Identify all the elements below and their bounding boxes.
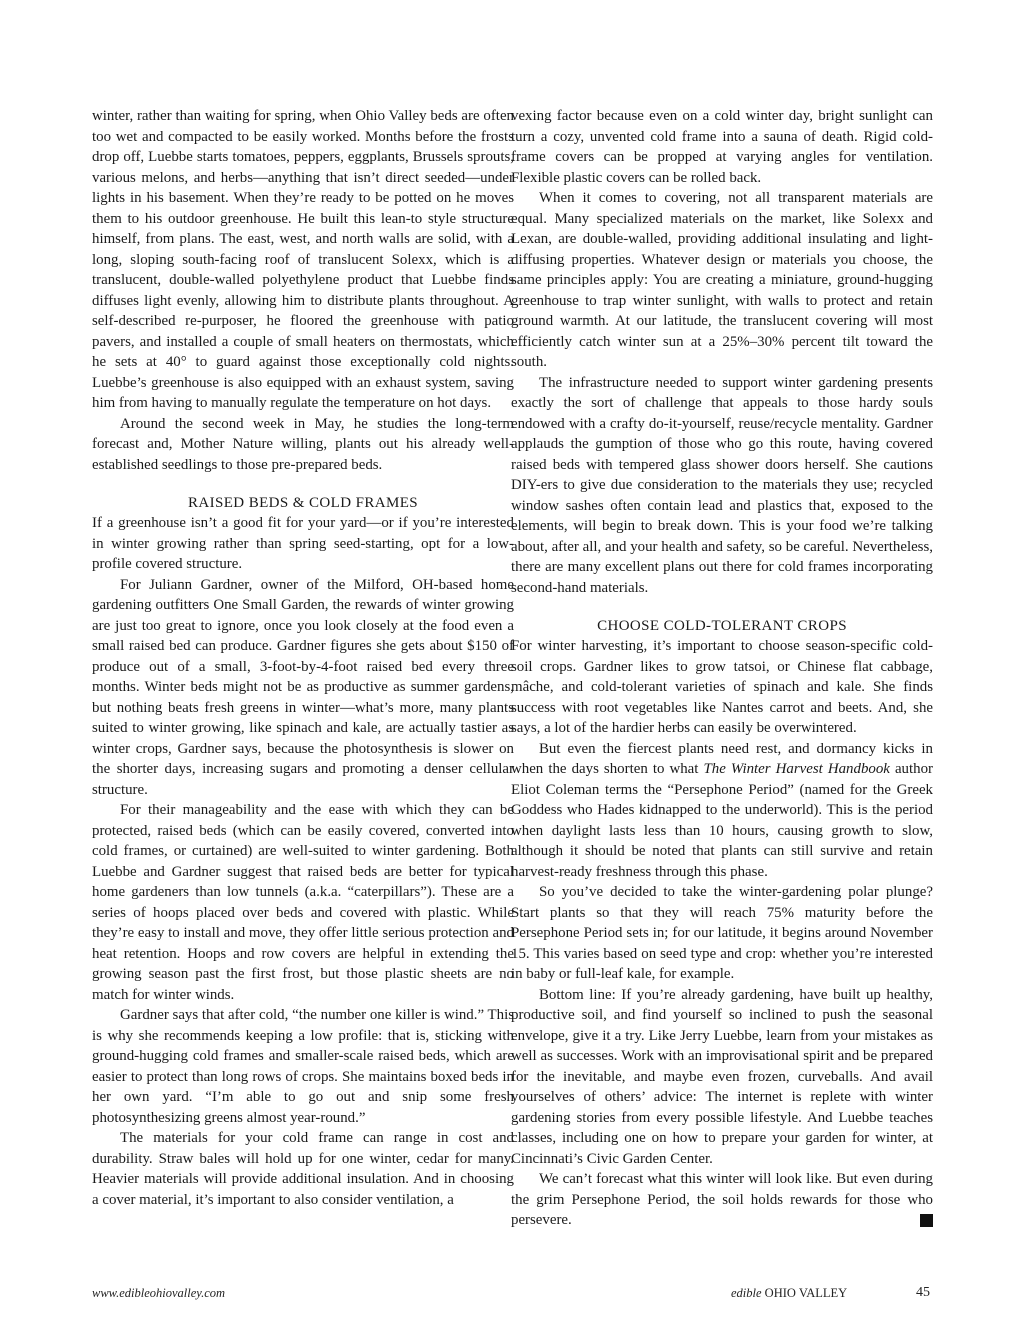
- body-paragraph: Gardner says that after cold, “the number one killer is wind.” This is why she recommends keeping a low profile: that is, sticking with ground-hugging cold frames and smaller-scale raised beds, which are easier to protect than long rows of crops. She maintains boxed beds in her own yard. “I’m able to go out and snip some fresh photosynthesizing greens almost year-round.”: [92, 1007, 514, 1126]
- body-paragraph: So you’ve decided to take the winter-gardening polar plunge? Start plants so that they will reach 75% maturity before the Persephone Period sets in; for our latitude, it begins around November 15. This varies based on seed type and crop: whether you’re interested in baby or full-leaf kale, for example.: [511, 884, 933, 982]
- body-paragraph: If a greenhouse isn’t a good fit for your yard—or if you’re interested in winter growing rather than spring seed-starting, opt for a low-profile covered structure.: [92, 515, 514, 572]
- body-paragraph: [511, 739, 933, 883]
- section-heading-cold-tolerant-crops: CHOOSE COLD-TOLERANT CROPS: [597, 618, 847, 634]
- body-paragraph: The infrastructure needed to support winter gardening presents exactly the sort of challenge that appeals to those hardy souls endowed with a crafty do-it-yourself, reuse/recycle mentality. Gardner applauds the gumption of those who go this route, having covered raised beds with tempered glass shower doors herself. She cautions DIY-ers to give due consideration to the materials they use; recycled window sashes often contain lead and plastics that, exposed to the elements, will begin to break down. This is your food we’re talking about, after all, and your health and safety, so be careful. Nevertheless, there are many excellent plans out there for cold frames incorporating second-hand materials.: [511, 374, 933, 596]
- body-paragraph: For winter harvesting, it’s important to choose season-specific cold-soil crops. Gardner likes to grow tatsoi, or Chinese flat cabbage, mâche, and cold-tolerant varieties of spinach and kale. She finds success with root vegetables like Nantes carrot and beets. And, she says, a lot of the hardier herbs can easily be overwintered.: [511, 638, 933, 736]
- footer-brand: [731, 1286, 847, 1301]
- right-column: [511, 106, 933, 1231]
- body-paragraph: Bottom line: If you’re already gardening, have built up healthy, productive soil, and find yourself so inclined to push the seasonal envelope, give it a try. Like Jerry Luebbe, learn from your mistakes as well as successes. Work with an improvisational spirit and be prepared for the inevitable, and maybe even frozen, curveballs. And avail yourselves of others’ advice: The internet is replete with winter gardening stories from every possible lifestyle. And Luebbe teaches classes, including one on how to prepare your garden for winter, at Cincinnati’s Civic Garden Center.: [511, 986, 933, 1167]
- paragraph-text: But even the fiercest plants need rest, and dormancy kicks in when the days shorten to what: [511, 740, 933, 777]
- body-paragraph: vexing factor because even on a cold winter day, bright sunlight can turn a cozy, unvented cold frame into a sauna of death. Rigid cold-frame covers can be propped at varying angles for ventilation. Flexible plastic covers can be rolled back.: [511, 108, 933, 186]
- left-column: [92, 106, 514, 1210]
- body-paragraph: For their manageability and the ease with which they can be protected, raised beds (which can be easily covered, converted into cold frames, or curtained) are well-suited to winter gardening. Both Luebbe and Gardner suggest that raised beds are better for typical home gardeners than low tunnels (a.k.a. “caterpillars”). These are a series of hoops placed over beds and covered with plastic. While they’re easy to install and move, they offer little serious protection and heat retention. Hoops and row covers are helpful in extending the growing season past the first frost, but those plastic sheets are no match for winter winds.: [92, 802, 514, 1003]
- body-paragraph: Around the second week in May, he studies the long-term forecast and, Mother Nature willing, plants out his already well-established seedlings to those pre-prepared beds.: [92, 415, 514, 473]
- body-paragraph: When it comes to covering, not all transparent materials are equal. Many specialized materials on the market, like Solexx and Lexan, are double-walled, providing additional insulating and light-diffusing properties. Whatever design or materials you choose, the same principles apply: You are creating a miniature, ground-hugging greenhouse to trap winter sunlight, with walls to protect and retain ground warmth. At our latitude, the translucent covering will most efficiently catch winter sun at a 25%–30% percent tilt toward the south.: [511, 190, 933, 370]
- paragraph-text: We can’t forecast what this winter will look like. But even during the grim Persephone Period, the soil holds rewards for those who persevere.: [511, 1171, 933, 1228]
- body-paragraph: winter, rather than waiting for spring, when Ohio Valley beds are often too wet and compacted to be easily worked. Months before the frosts drop off, Luebbe starts tomatoes, peppers, eggplants, Brussels sprouts, various melons, and herbs—anything that isn’t direct seeded—under lights in his basement. When they’re ready to be potted on he moves them to his outdoor greenhouse. He built this lean-to style structure himself, from plans. The east, west, and north walls are solid, with a long, sloping south-facing roof of translucent Solexx, which is a translucent, double-walled polyethylene product that Luebbe finds diffuses light evenly, allowing him to distribute plants throughout. A self-described re-purposer, he floored the greenhouse with patio pavers, and installed a couple of small heaters on thermostats, which he sets at 40° to guard against those exceptionally cold nights. Luebbe’s greenhouse is also equipped with an exhaust system, saving him from having to manually regulate the temperature on hot days.: [92, 108, 514, 411]
- footer-website: www.edibleohiovalley.com: [92, 1286, 226, 1300]
- section-heading-raised-beds: RAISED BEDS & COLD FRAMES: [187, 495, 419, 511]
- body-paragraph: For Juliann Gardner, owner of the Milford, OH-based home gardening outfitters One Small Garden, the rewards of winter growing are just too great to ignore, once you look closely at the food even a small raised bed can produce. Gardner figures she gets about $150 of produce out of a small, 3-foot-by-4-foot raised bed every three months. Winter beds might not be as productive as summer gardens, but nothing beats fresh greens in winter—what’s more, many plants suited to winter growing, like spinach and kale, are actually tastier as winter crops, Gardner says, because the photosynthesis is slower on the shorter days, increasing sugars and promoting a denser cellular structure.: [92, 576, 514, 798]
- paragraph-text: author Eliot Coleman terms the “Persephone Period” (named for the Greek Goddess who Hades kidnapped to the underworld). This is the period when daylight lasts less than 10 hours, causing growth to slow, although it should be noted that plants can still survive and retain harvest-ready freshness through this phase.: [511, 761, 933, 880]
- body-paragraph: [511, 1169, 933, 1231]
- page-number: 45: [916, 1285, 930, 1300]
- end-of-article-square-icon: [920, 1214, 933, 1227]
- brand-name: OHIO VALLEY: [764, 1286, 848, 1300]
- book-title: The Winter Harvest Handbook: [703, 761, 890, 777]
- brand-edible: edible: [731, 1286, 762, 1300]
- body-paragraph: The materials for your cold frame can range in cost and durability. Straw bales will hold up for one winter, cedar for many. Heavier materials will provide additional insulation. And in choosing a cover material, it’s important to also consider ventilation, a: [92, 1130, 514, 1208]
